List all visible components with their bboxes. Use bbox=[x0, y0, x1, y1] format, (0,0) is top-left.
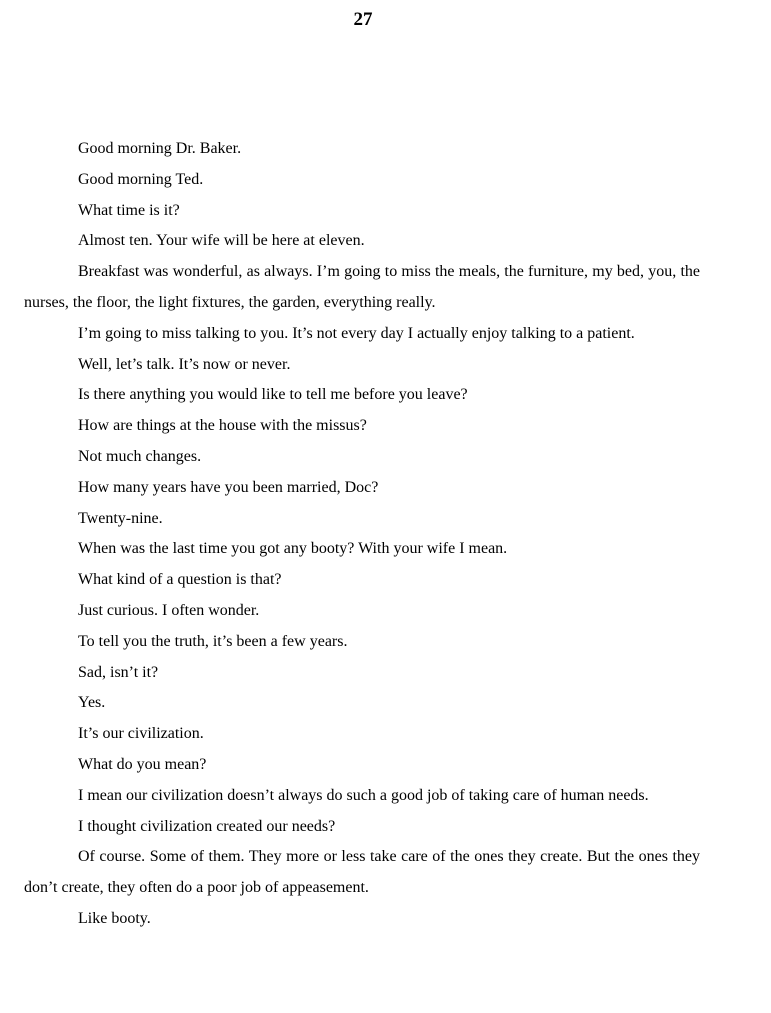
paragraph: Not much changes. bbox=[78, 447, 202, 465]
paragraph: Good morning Dr. Baker. bbox=[78, 140, 242, 157]
paragraph: Sad, isn’t it? bbox=[78, 663, 159, 681]
paragraph: To tell you the truth, it’s been a few years. bbox=[78, 632, 348, 650]
paragraph: Just curious. I often wonder. bbox=[78, 601, 260, 619]
paragraph: Is there anything you would like to tell me before you leave? bbox=[78, 386, 468, 404]
paragraph: Twenty-nine. bbox=[78, 509, 163, 527]
paragraph: Well, let’s talk. It’s now or never. bbox=[78, 355, 291, 373]
paragraph: I mean our civilization doesn’t always do such a good job of taking care of human needs. bbox=[78, 786, 649, 804]
paragraph: It’s our civilization. bbox=[78, 725, 204, 743]
paragraph: Like booty. bbox=[78, 909, 151, 927]
paragraph: I thought civilization created our needs? bbox=[78, 817, 336, 835]
paragraph: When was the last time you got any booty? With your wife I mean. bbox=[78, 540, 508, 558]
page-number: 27 bbox=[353, 9, 373, 30]
paragraph: Good morning Ted. bbox=[78, 170, 204, 188]
paragraph: How are things at the house with the missus? bbox=[78, 417, 367, 435]
body-text bbox=[24, 134, 700, 935]
paragraph: What do you mean? bbox=[78, 755, 207, 773]
paragraph: Of course. Some of them. They more or less take care of the ones they create. But the ones they don’t create, they often do a poor job of appeasement. bbox=[24, 848, 700, 897]
paragraph: How many years have you been married, Doc? bbox=[78, 478, 379, 496]
paragraph: Breakfast was wonderful, as always. I’m going to miss the meals, the furniture, my bed, you, the nurses, the floor, the light fixtures, the garden, everything really. bbox=[24, 263, 700, 311]
paragraph: I’m going to miss talking to you. It’s not every day I actually enjoy talking to a patient. bbox=[78, 324, 635, 342]
paragraph: Yes. bbox=[78, 694, 106, 712]
paragraph: What kind of a question is that? bbox=[78, 571, 282, 589]
paragraph: Almost ten. Your wife will be here at eleven. bbox=[78, 232, 365, 250]
paragraph: What time is it? bbox=[78, 201, 180, 219]
